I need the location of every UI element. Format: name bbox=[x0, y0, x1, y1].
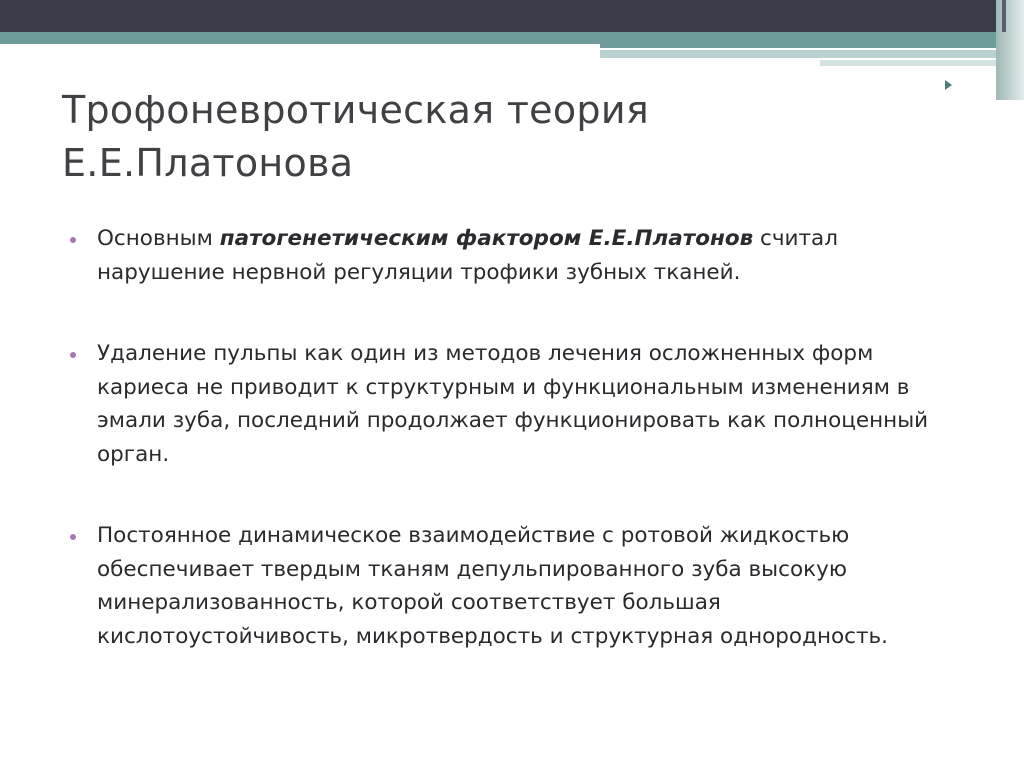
slide-title-line-2: Е.Е.Платонова bbox=[62, 141, 354, 185]
bullet-item-3 bbox=[62, 519, 972, 653]
bullet-1-emphasis: патогенетическим фактором Е.Е.Платонов bbox=[219, 226, 754, 251]
bullet-dot-icon bbox=[70, 237, 76, 243]
bullet-list bbox=[62, 222, 972, 653]
header-right-edge-dark bbox=[1002, 0, 1006, 32]
header-band-teal-thin bbox=[600, 44, 1024, 48]
header-band-pale bbox=[600, 50, 1024, 58]
bullet-3-text: Постоянное динамическое взаимодействие с ротовой жидкостью обеспечивает твердым тканям депульпированного зуба высокую минерализованность, которой соответствует большая кислотоустойчивость, микротвердость и структурная однородность. bbox=[97, 523, 889, 649]
bullet-2-text: Удаление пульпы как один из методов лечения осложненных форм кариеса не приводит к структурным и функциональным изменениям в эмали зуба, последний продолжает функционировать как полноценный орган. bbox=[97, 341, 929, 467]
bullet-1-text-pre: Основным bbox=[97, 226, 220, 251]
header-band-pale-short bbox=[820, 60, 1024, 66]
header-band-dark bbox=[0, 0, 1024, 32]
bullet-item-2 bbox=[62, 337, 972, 471]
slide-title bbox=[62, 84, 922, 190]
bullet-item-1 bbox=[62, 222, 972, 289]
header-band-teal bbox=[0, 32, 1024, 44]
bullet-1-text-post: считал нарушение нервной регуляции трофики зубных тканей. bbox=[97, 226, 838, 285]
header-right-edge bbox=[996, 0, 1024, 100]
bullet-dot-icon bbox=[70, 534, 76, 540]
triangle-marker-icon bbox=[945, 80, 952, 90]
bullet-dot-icon bbox=[70, 352, 76, 358]
slide-title-line-1: Трофоневротическая теория bbox=[62, 88, 649, 132]
